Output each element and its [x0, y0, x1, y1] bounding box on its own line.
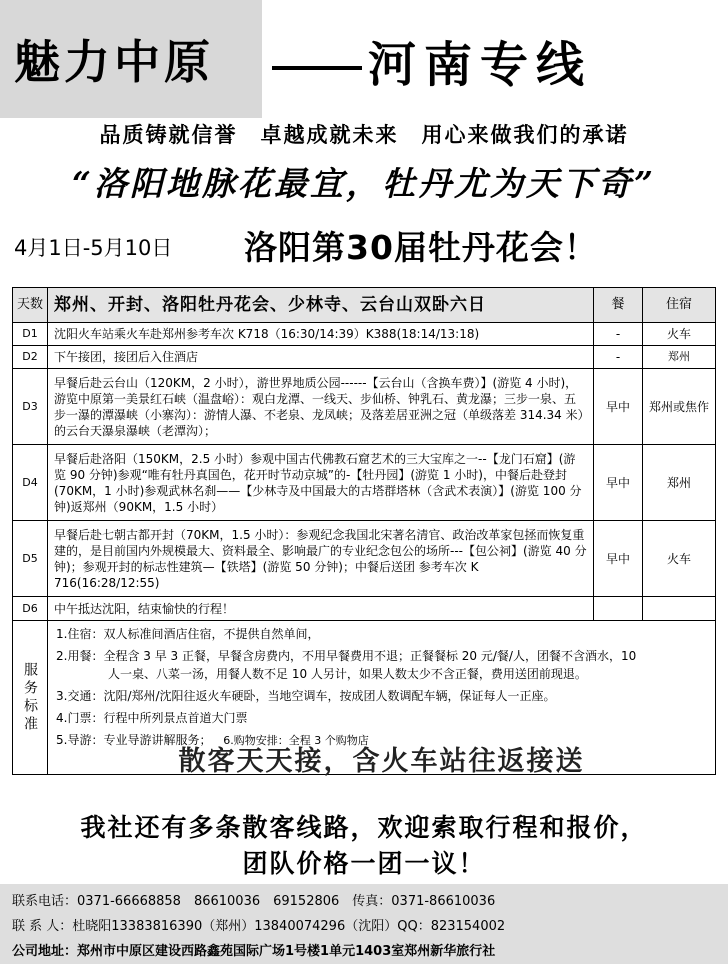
table-header-row: [13, 288, 716, 323]
header-stay: 住宿: [643, 288, 716, 323]
date-range: 4月1日-5月10日: [14, 236, 173, 260]
brand-title: 魅力中原: [14, 35, 214, 89]
contact-bar: [0, 884, 728, 964]
content-cell: 早餐后赴洛阳（150KM，2.5 小时）参观中国古代佛教石窟艺术的三大宝库之一--【龙门石窟】(游览 90 分钟)参观“唯有牡丹真国色，花开时节动京城”的-【牡丹园】(游览 1 小时)，中餐后赴登封(70KM，1 小时)参观武林名刹——【少林寺及中国最大的古塔群塔林（含武术表演）】(游览 100 分钟)返郑州（90KM，1.5 小时）: [48, 445, 594, 521]
pickup-banner: 散客天天接，含火车站往返接送: [178, 746, 585, 777]
service-tickets: 4.门票：行程中所列景点首道大门票: [56, 711, 248, 725]
services-cell: [48, 621, 716, 775]
slogan: 品质铸就信誉 卓越成就未来 用心来做我们的承诺: [99, 123, 629, 147]
day-cell: D1: [13, 323, 48, 346]
day-cell: D5: [13, 521, 48, 597]
table-row: [13, 369, 716, 445]
stay-cell: 火车: [643, 521, 716, 597]
table-row: [13, 445, 716, 521]
route-title: 河南专线: [368, 37, 593, 93]
service-transport: 3.交通：沈阳/郑州/沈阳往返火车硬卧，当地空调车，按成团人数调配车辆，保证每人一正座。: [56, 689, 556, 703]
services-label: 服务标准: [22, 661, 38, 734]
brand-box: [0, 0, 262, 118]
meal-cell: -: [594, 346, 643, 369]
festival-title: 洛阳第30届牡丹花会！: [244, 228, 598, 267]
table-row: [13, 323, 716, 346]
day-cell: D6: [13, 597, 48, 621]
header: [0, 0, 728, 118]
content-cell: 早餐后赴云台山（120KM，2 小时），游世界地质公园------【云台山（含换车费）】(游览 4 小时)，游览中原第一美景红石峡（温盘峪）：观白龙潭、一线天、步仙桥、钟乳石、黄龙瀑；三步一泉、五步一瀑的潭瀑峡（小寨沟）：游情人瀑、不老泉、龙凤峡；及落差居亚洲之冠（单级落差 314.34 米）的云台天瀑泉瀑峡（老潭沟）；: [48, 369, 594, 445]
stay-cell: [643, 597, 716, 621]
day-cell: D2: [13, 346, 48, 369]
header-title: 郑州、开封、洛阳牡丹花会、少林寺、云台山双卧六日: [48, 288, 594, 323]
tagline: “洛阳地脉花最宜，牡丹尤为天下奇”: [72, 164, 656, 203]
table-row: [13, 597, 716, 621]
meal-cell: 早中: [594, 369, 643, 445]
meal-cell: -: [594, 323, 643, 346]
closing-line-1: 我社还有多条散客线路，欢迎索取行程和报价，: [80, 813, 648, 842]
header-day: 天数: [13, 288, 48, 323]
content-cell: 早餐后赴七朝古都开封（70KM，1.5 小时）：参观纪念我国北宋著名清官、政治改革家包拯而恢复重建的，是目前国内外规模最大、资料最全、影响最广的专业纪念包公的场所---【包公祠】(游览 40 分钟)；参观开封的标志性建筑—【铁塔】(游览 50 分钟)；中餐后送团 参考车次 K 716(16:28/12:55): [48, 521, 594, 597]
itinerary-table: [12, 287, 716, 775]
day-cell: D4: [13, 445, 48, 521]
meal-cell: 早中: [594, 445, 643, 521]
title-dash: [272, 66, 362, 70]
meal-cell: [594, 597, 643, 621]
service-guide: 5.导游：专业导游讲解服务；: [56, 733, 212, 747]
content-cell: 沈阳火车站乘火车赴郑州参考车次 K718（16:30/14:39）K388(18:14/13:18): [48, 323, 594, 346]
content-cell: 下午接团，接团后入住酒店: [48, 346, 594, 369]
meal-cell: 早中: [594, 521, 643, 597]
service-lodging: 1.住宿：双人标准间酒店住宿，不提供自然单间，: [56, 627, 320, 641]
service-meals-line2: 人一桌、八菜一汤，用餐人数不足 10 人另计，如果人数太少不含正餐，费用送团前现退。: [108, 667, 587, 681]
stay-cell: 郑州: [643, 445, 716, 521]
stay-cell: 郑州或焦作: [643, 369, 716, 445]
service-meals-line1: 2.用餐：全程含 3 早 3 正餐，早餐含房费内，不用早餐费用不退；正餐餐标 20 元/餐/人，团餐不含酒水，10: [56, 649, 637, 663]
table-row: [13, 346, 716, 369]
header-meal: 餐: [594, 288, 643, 323]
service-meals: [56, 647, 707, 683]
services-label-cell: [13, 621, 48, 775]
stay-cell: 郑州: [643, 346, 716, 369]
day-cell: D3: [13, 369, 48, 445]
contact-address: 公司地址：郑州市中原区建设西路鑫苑国际广场1号楼1单元1403室郑州新华旅行社: [12, 944, 496, 959]
stay-cell: 火车: [643, 323, 716, 346]
contact-person: 联 系 人：杜晓阳13383816390（郑州）13840074296（沈阳）QQ：823154002: [12, 919, 506, 934]
services-row: [13, 621, 716, 775]
contact-phone: 联系电话：0371-66668858 86610036 69152806 传真：0371-86610036: [12, 894, 496, 909]
table-row: [13, 521, 716, 597]
content-cell: 中午抵达沈阳，结束愉快的行程！: [48, 597, 594, 621]
closing-line-2: 团队价格一团一议！: [242, 849, 486, 878]
service-shopping: 6.购物安排：全程 3 个购物店: [223, 734, 369, 747]
